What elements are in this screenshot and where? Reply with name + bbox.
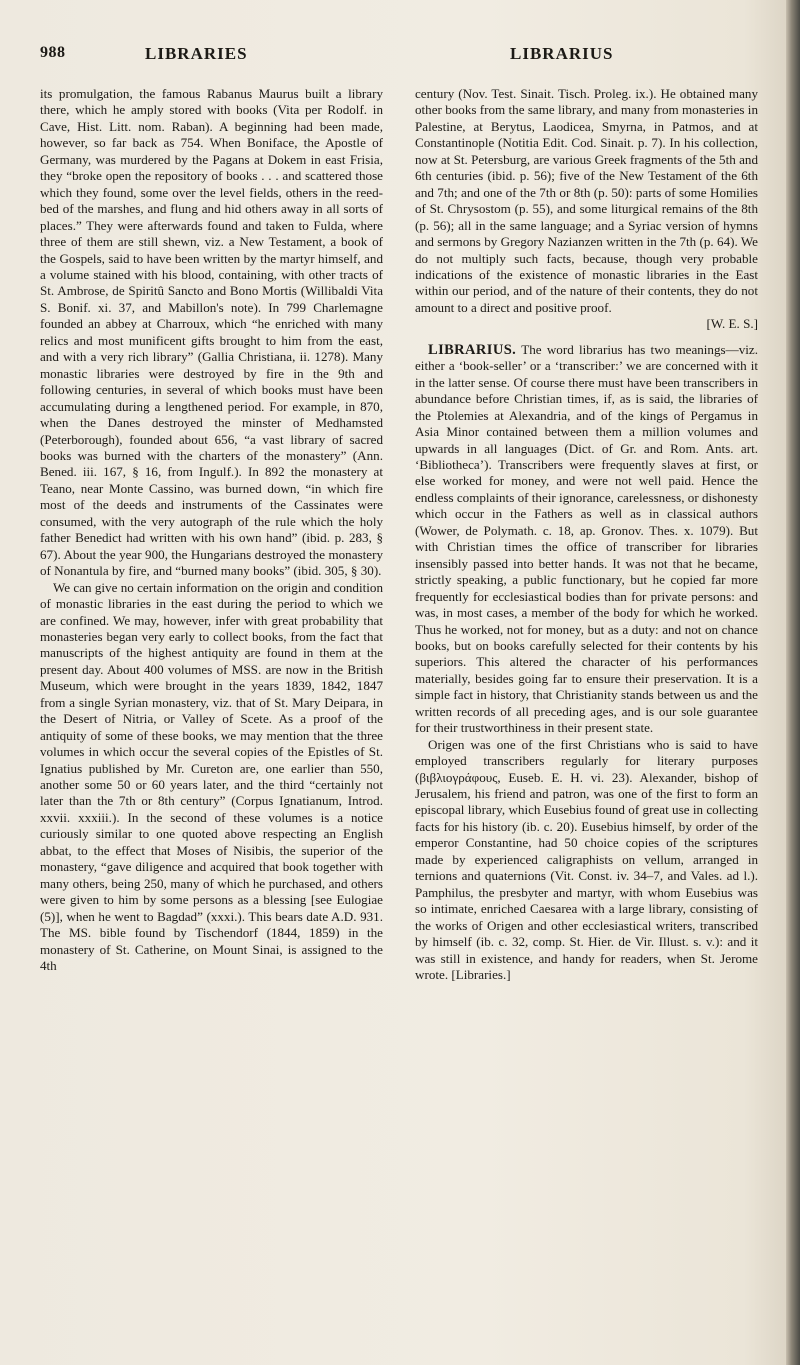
running-header — [0, 44, 800, 74]
left-column — [40, 86, 383, 1351]
entry-title: LIBRARIUS. — [428, 341, 517, 358]
left-running-title: LIBRARIES — [145, 44, 248, 63]
entry-text: The word librarius has two meanings—viz. either a ‘book-seller’ or a ‘transcriber:’ we are concerned with it in the latter sense. Of course there must have been transcribers in abundance before Christian times, if, as is said, the libraries of the Ptolemies at Alexandria, and of the kings of Pergamus in Asia Minor contained between them a million volumes and upwards in all languages (Dict. of Gr. and Rom. Ants. art. ‘Bibliotheca’). Transcribers were frequently slaves at first, or else worked for money, and were not well paid. Hence the endless complaints of their ignorance, carelessness, or dishonesty which occur in the Fathers as well as in classical authors (Wower, de Polymath. c. 18, ap. Gronov. Thes. x. 1079). But with Christian times the office of transcriber for libraries insensibly passed into better hands. It was not that he became, strictly speaking, a public functionary, but he copied far more frequently for ecclesiastical bodies than for private persons: and was, in most cases, a member of the body for which he worked. Thus he worked, not for money, but as a duty: and not on chance books, but on books carefully selected for their contents by his superiors. This altered the character of his performances materially, besides going far to ensure their preservation. It is a simple fact in history, that Christianity stands between us and the written records of all preceding ages, and is our sole guarantee for their trustworthiness in their present state. — [415, 341, 758, 736]
paragraph: Origen was one of the first Christians who is said to have employed transcribers regularly for literary purposes (βιβλιογράφους, Euseb. E. H. vi. 23). Alexander, bishop of Jerusalem, his friend and patron, was one of the first to form an episcopal library, which Eusebius found of great use in collecting facts for his history (ib. c. 20). Eusebius himself, by order of the emperor Constantine, had 50 choice copies of the scriptures made by experienced caligraphists on vellum, arranged in ternions and quaternions (Vit. Const. iv. 34–7, and Vales. ad l.). Pamphilus, the presbyter and martyr, with whom Eusebius was so intimate, enriched Caesarea with a large library, consisting of the works of Origen and other ecclesiastical writers, transcribed by himself (ib. c. 32, comp. St. Hier. de Vir. Illust. s. v.): and it was still in existence, and handy for readers, when St. Jerome wrote. [Libraries.] — [415, 736, 758, 983]
right-column — [415, 86, 758, 1351]
right-running-title: LIBRARIUS — [510, 44, 614, 63]
page-edge-shadow — [786, 0, 800, 1365]
page-number: 988 — [40, 44, 66, 61]
author-signature: [W. E. S.] — [706, 316, 758, 332]
entry-paragraph — [415, 342, 758, 737]
paragraph: its promulgation, the famous Rabanus Maurus built a library there, which he amply stored with books (Vita per Rodolf. in Cave, Hist. Litt. nom. Raban). A beginning had been made, however, so far back as 754. When Boniface, the Apostle of Germany, was murdered by the Pagans at Dokem in east Frisia, they “broke open the repository of books . . . and scattered those which they found, some over the level fields, others in the reed-bed of the marshes, and flung and hid others away in all sorts of places.” They were afterwards found and taken to Fulda, where three of them are still shewn, viz. a New Testament, a book of the Gospels, said to have been written by the martyr himself, and a volume stained with his blood, containing, with other tracts of St. Ambrose, de Spiritû Sancto and Bono Mortis (Willibaldi Vita S. Bonif. xi. 37, and Mabillon's note). In 799 Charlemagne founded an abbey at Charroux, which “he enriched with many relics and most munificent gifts brought to him from the east, and with a very rich library” (Gallia Christiana, ii. 1278). Many monastic libraries were destroyed by fire in the 9th and following centuries, in several of which books must have been accumulating during a lengthened period. For example, in 870, when the Danes destroyed the minster of Medhamsted (Peterborough), founded about 656, “a vast library of sacred books was burned with the charters of the monastery” (Ann. Bened. iii. 167, § 16, from Ingulf.). In 892 the monastery at Teano, near Monte Cassino, was burned down, “in which fire most of the deeds and instruments of the Cassinates were consumed, with the very autograph of the rule which the holy father Benedict had written with his own hand” (ibid. p. 283, § 67). About the year 900, the Hungarians destroyed the monastery of Nonantula by fire, and “burned many books” (ibid. 305, § 30). — [40, 86, 383, 579]
paragraph: We can give no certain information on the origin and condition of monastic libraries in the east during the period to which we are confined. We may, however, infer with great probability that monasteries began very early to collect books, from the fact that manuscripts of the highest antiquity are found in them at the present day. About 400 volumes of MSS. are now in the British Museum, which were brought in the years 1839, 1842, 1847 from a single Syrian monastery, viz. that of St. Mary Deipara, in the Desert of Nitria, or Valley of Scete. As a proof of the antiquity of some of these books, we may mention that the three volumes in which occur the several copies of the Epistles of St. Ignatius published by Mr. Cureton are, one earlier than 550, another some 50 or 60 years later, and the third “certainly not later than the 7th or 8th century” (Corpus Ignatianum, Introd. xxvii. xxxiii.). In the second of these volumes is a notice curiously similar to one quoted above respecting an English abbat, to the effect that Moses of Nisibis, the superior of the monastery, “gave diligence and acquired that book together with many others, being 250, many of which he purchased, and others were given to him by some persons as a blessing [see Eulogiae (5)], when he went to Bagdad” (xxxi.). This bears date A.D. 931. The MS. bible found by Tischendorf (1844, 1859) in the monastery of St. Catherine, on Mount Sinai, is assigned to the 4th — [40, 579, 383, 974]
paragraph: century (Nov. Test. Sinait. Tisch. Proleg. ix.). He obtained many other books from the same library, and many from monasteries in Palestine, at Berytus, Laodicea, Smyrna, in Patmos, and at Constantinople (Notitia Edit. Cod. Sinait. p. 7). In his collection, now at St. Petersburg, are various Greek fragments of the 5th and 6th centuries (ibid. p. 56); five of the New Testament of the 6th and 7th; and one of the 7th or 8th (p. 50): parts of some Homilies of St. Chrysostom (p. 55), and some liturgical remains of the 8th (p. 56); all in the same language; and a Syriac version of hymns and sermons by Gregory Nazianzen written in the 7th (p. 64). We do not multiply such facts, because, though very probable indications of the existence of monastic libraries in the East within our period, and of the nature of their contents, they do not amount to a direct and positive proof. — [415, 86, 758, 315]
